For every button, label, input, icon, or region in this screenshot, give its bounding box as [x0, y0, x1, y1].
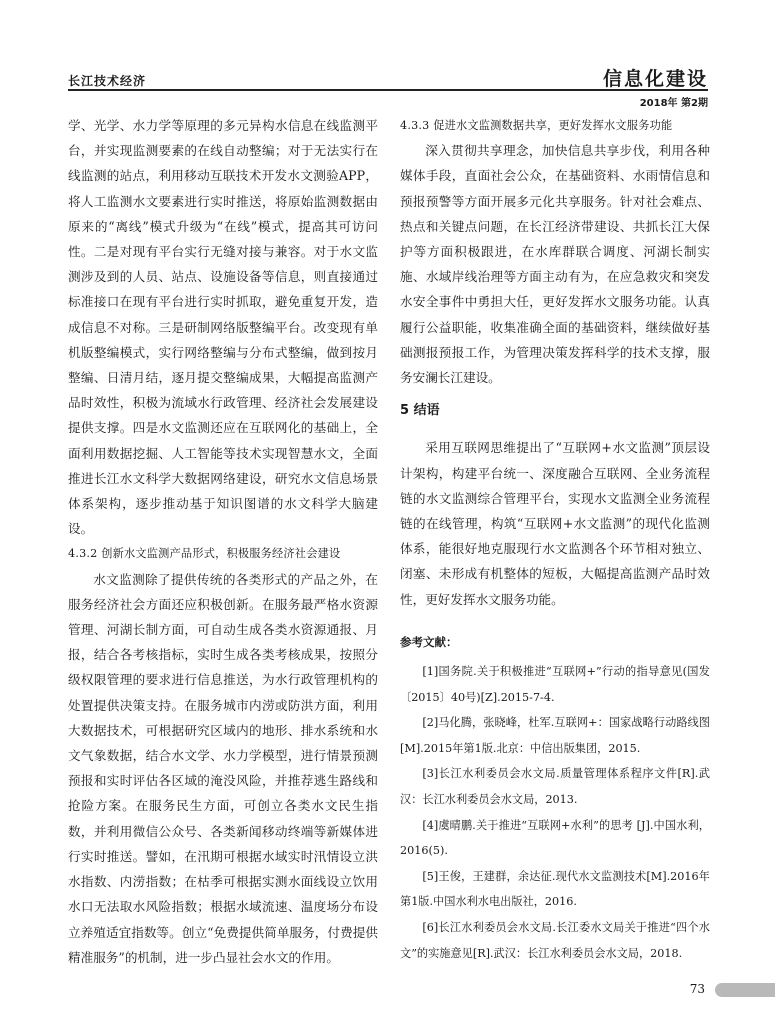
footer-decoration-bar	[715, 983, 775, 997]
reference-item: [5]王俊，王建群，余达征.现代水文监测技术[M].2016年第1版.中国水利水电出版社，2016.	[400, 869, 710, 909]
references-heading: 参考文献：	[400, 634, 458, 649]
subsection-heading-4-3-2: 4.3.2 创新水文监测产品形式，积极服务经济社会建设	[68, 547, 341, 561]
body-paragraph: 深入贯彻共享理念，加快信息共享步伐，利用各种媒体手段，直面社会公众，在基础资料、水雨情信息和预报预警等方面开展多元化共享服务。针对社会难点、热点和关键点问题，在长江经济带建设、共抓长江大保护等方面积极跟进，在水库群联合调度、河湖长制实施、水域岸线治理等方面主动有为，在应急救灾和突发水安全事件中勇担大任，更好发挥水文服务功能。认真履行公益职能，收集准确全面的基础资料，继续做好基础测报预报工作，为管理决策发挥科学的技术支撑，服务安澜长江建设。	[400, 143, 710, 386]
journal-name: 长江技术经济	[68, 74, 147, 88]
body-paragraph: 水文监测除了提供传统的各类形式的产品之外，在服务经济社会方面还应积极创新。在服务最严格水资源管理、河湖长制方面，可自动生成各类水资源通报、月报，结合各考核指标，实时生成各类考核成果，按照分级权限管理的要求进行信息推送，为水行政管理机构的处置提供决策支持。在服务城市内涝或防洪方面，利用大数据技术，可根据研究区域内的地形、排水系统和水文气象数据，结合水文学、水力学模型，进行情景预测预报和实时评估各区域的淹没风险，并推荐逃生路线和抢险方案。在服务民生方面，可创立各类水文民生指数，并利用微信公众号、各类新闻移动终端等新媒体进行实时推送。譬如，在汛期可根据水域实时汛情设立洪水指数、内涝指数；在枯季可根据实测水面线设立饮用水口无法取水风险指数；根据水域流速、温度场分布设立养殖适宜指数等。创立“免费提供简单服务，付费提供精准服务”的机制，进一步凸显社会水文的作用。	[68, 571, 378, 965]
header-divider	[68, 89, 708, 91]
subsection-heading-4-3-3: 4.3.3 促进水文监测数据共享，更好发挥水文服务功能	[400, 119, 673, 132]
body-paragraph: 学、光学、水力学等原理的多元异构水信息在线监测平台，并实现监测要素的在线自动整编；对于无法实行在线监测的站点，利用移动互联技术开发水文测验APP，将人工监测水文要素进行实时推送，将原始监测数据由原来的“离线”模式升级为“在线”模式，提高其可访问性。二是对现有平台实行无缝对接与兼容。对于水文监测涉及到的人员、站点、设施设备等信息，则直接通过标准接口在现有平台进行实时抓取，避免重复开发，造成信息不对称。三是研制网络版整编平台。改变现有单机版整编模式，实行网络整编与分布式整编，做到按月整编、日清月结，逐月提交整编成果，大幅提高监测产品时效性，积极为流域水行政管理、经济社会发展建设提供支撑。四是水文监测还应在互联网化的基础上，全面利用数据挖掘、人工智能等技术实现智慧水文，全面推进长江水文科学大数据网络建设，研究水文信息场景体系架构，逐步推动基于知识图谱的水文科学大脑建设。	[68, 118, 378, 537]
reference-item: [2]马化腾，张晓峰，杜军.互联网+：国家战略行动路线图 [M].2015年第1版.北京：中信出版集团，2015.	[400, 716, 710, 755]
reference-item: [1]国务院.关于积极推进“互联网+”行动的指导意见(国发〔2015〕40号)[Z].2015-7-4.	[400, 665, 710, 704]
left-column	[68, 113, 378, 970]
section-heading-conclusion: 5 结语	[400, 403, 440, 419]
right-column	[400, 113, 710, 966]
column-title: 信息化建设	[602, 68, 708, 90]
reference-item: [6]长江水利委员会水文局.长江委水文局关于推进“四个水文”的实施意见[R].武汉：长江水利委员会水文局，2018.	[400, 921, 710, 960]
reference-item: [4]虞晴鹏.关于推进“互联网+水利”的思考 [J].中国水利，2016(5).	[400, 818, 710, 858]
reference-item: [3]长江水利委员会水文局.质量管理体系程序文件[R].武汉：长江水利委员会水文局，2013.	[400, 767, 710, 807]
page-number: 73	[689, 982, 705, 996]
body-paragraph: 采用互联网思维提出了“互联网+水文监测”顶层设计架构，构建平台统一、深度融合互联网、全业务流程链的水文监测综合管理平台，实现水文监测全业务流程链的在线管理，构筑“互联网+水文监测”的现代化监测体系，能很好地克服现行水文监测各个环节相对独立、闭塞、未形成有机整体的短板，大幅提高监测产品时效性，更好发挥水文服务功能。	[400, 440, 710, 607]
issue-label: 2018年 第2期	[639, 98, 708, 109]
